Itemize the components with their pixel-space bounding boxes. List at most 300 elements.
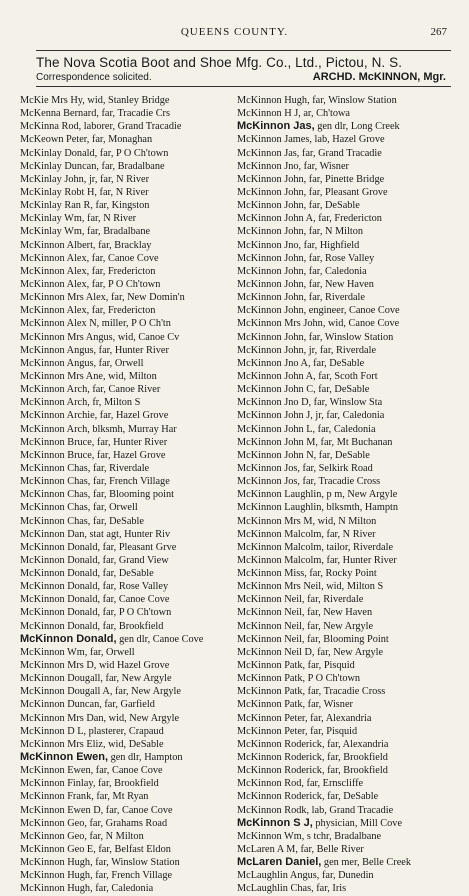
- entry-details: Duncan, far, Garfield: [64, 699, 155, 711]
- entry-details: Roderick, far, DeSable: [281, 791, 379, 803]
- entry-name: McKinnon: [20, 857, 65, 869]
- entry-details: John, far, Winslow Station: [281, 331, 394, 343]
- directory-entry: [20, 449, 235, 462]
- directory-entry: [237, 712, 452, 725]
- directory-entry: [20, 462, 235, 475]
- directory-entry: [20, 712, 235, 725]
- directory-entry: [237, 830, 452, 843]
- directory-entry: [20, 409, 235, 422]
- entry-name: McKinnon: [237, 265, 282, 277]
- directory-entry: [237, 225, 452, 238]
- directory-entry: [20, 817, 235, 830]
- entry-details: Arch, blksmh, Murray Har: [64, 423, 177, 435]
- directory-entry: [20, 764, 235, 777]
- directory-entry: [20, 843, 235, 856]
- directory-entry: [237, 528, 452, 541]
- directory-entry: [20, 186, 235, 199]
- entry-details: Wm, s tchr, Bradalbane: [281, 830, 382, 842]
- entry-details: Frank, far, Mt Ryan: [64, 791, 149, 803]
- entry-details: Chas, far, Orwell: [64, 502, 138, 514]
- entry-name: McKinnon: [237, 568, 282, 580]
- entry-details: Neil, far, Blooming Point: [281, 633, 389, 645]
- entry-details: Patk, far, Tracadie Cross: [281, 686, 386, 698]
- entry-details: Rod, far, Ernscliffe: [281, 778, 364, 790]
- entry-details: Alex, far, Fredericton: [64, 265, 156, 277]
- entry-details: John, far, N Milton: [281, 226, 364, 238]
- entry-name: McKinnon S J,: [237, 816, 313, 829]
- entry-name: McKinnon: [20, 804, 65, 816]
- entry-name: McKinnon: [20, 686, 65, 698]
- entry-name: McKinnon: [237, 804, 282, 816]
- entry-name: McKinnon: [20, 344, 65, 356]
- entry-details: Jno D, far, Winslow Sta: [281, 397, 383, 409]
- directory-entry: [20, 252, 235, 265]
- directory-entry: [20, 304, 235, 317]
- entry-details: gen dlr, Long Creek: [314, 121, 400, 133]
- directory-entry: [237, 817, 452, 830]
- entry-details: John, far, DeSable: [281, 200, 360, 212]
- entry-name: McKinnon: [237, 502, 282, 514]
- directory-entry: [237, 265, 452, 278]
- directory-entry: [237, 291, 452, 304]
- entry-name: McKinnon: [237, 436, 282, 448]
- entry-details: John A, far, Scoth Fort: [281, 370, 378, 382]
- advert-manager: ARCHD. McKINNON, Mgr.: [312, 71, 446, 83]
- entry-details: Jno, far, Wisner: [281, 160, 349, 172]
- entry-name: McKinnon: [237, 581, 282, 593]
- entry-name: McKinnon: [237, 620, 282, 632]
- entry-name: McKinna: [20, 121, 59, 133]
- entry-name: McKinnon: [20, 581, 65, 593]
- entry-details: Mrs Angus, wid, Canoe Cv: [64, 331, 180, 343]
- entry-details: John, far, Pleasant Grove: [281, 186, 388, 198]
- directory-entry: [237, 580, 452, 593]
- directory-entry: [237, 396, 452, 409]
- directory-entry: [237, 554, 452, 567]
- entry-details: Donald, far, Pleasant Grve: [64, 541, 177, 553]
- entry-name: McKinnon: [237, 200, 282, 212]
- directory-entry: [20, 882, 235, 895]
- entry-name: McKinnon: [20, 423, 65, 435]
- entry-details: Malcolm, tailor, Riverdale: [281, 541, 394, 553]
- entry-name: McLaughlin: [237, 883, 288, 895]
- entry-name: McKinnon: [20, 712, 65, 724]
- entry-name: McKinnon: [20, 357, 65, 369]
- entry-details: Hugh, far, French Village: [64, 870, 173, 882]
- entry-name: McKinnon: [237, 213, 282, 225]
- entry-details: Laughlin, blksmth, Hamptn: [281, 502, 399, 514]
- directory-entry: [237, 370, 452, 383]
- entry-details: Wm, far, Bradalbane: [61, 226, 151, 238]
- entry-name: McKinnon: [20, 489, 65, 501]
- directory-entry: [237, 843, 452, 856]
- entry-details: John, far, Rose Valley: [281, 252, 375, 264]
- entry-name: McKinnon: [20, 660, 65, 672]
- entry-name: McKinlay: [20, 173, 62, 185]
- entry-details: Wm, far, Orwell: [64, 646, 135, 658]
- entry-details: Mrs Ane, wid, Milton: [64, 370, 157, 382]
- entry-name: McKinnon: [237, 410, 282, 422]
- entry-name: McKinnon: [237, 489, 282, 501]
- directory-entry: [20, 107, 235, 120]
- entry-name: McKinnon: [237, 160, 282, 172]
- advert-bottom-rule: [36, 86, 451, 87]
- entry-name: McKinnon: [237, 357, 282, 369]
- entry-details: Chas, far, Riverdale: [64, 462, 150, 474]
- entry-details: Mrs Alex, far, New Domin'n: [64, 292, 185, 304]
- entry-name: McKinnon: [237, 738, 282, 750]
- entry-name: McKinnon: [237, 528, 282, 540]
- page-number: 267: [430, 26, 447, 38]
- entry-name: McKinnon: [20, 305, 65, 317]
- entry-name: McKinnon: [20, 397, 65, 409]
- entry-name: McKinnon: [237, 173, 282, 185]
- entry-details: Jno A, far, DeSable: [281, 357, 365, 369]
- directory-entry: [237, 593, 452, 606]
- directory-entry: [237, 409, 452, 422]
- directory-entry: [237, 685, 452, 698]
- entry-name: McKinnon: [20, 646, 65, 658]
- directory-entry: [20, 672, 235, 685]
- directory-entry: [237, 659, 452, 672]
- entry-name: McKinnon: [20, 252, 65, 264]
- entry-details: Dougall A, far, New Argyle: [64, 686, 181, 698]
- entry-name: McKinnon: [20, 502, 65, 514]
- directory-entry: [20, 436, 235, 449]
- entry-details: Finlay, far, Brookfield: [64, 778, 159, 790]
- directory-entry: [20, 856, 235, 869]
- directory-entry: [20, 239, 235, 252]
- directory-entry: [20, 646, 235, 659]
- entry-details: Peter, far, Alexandria: [281, 712, 372, 724]
- entry-name: McKeown: [20, 134, 64, 146]
- entry-name: McKinnon: [20, 292, 65, 304]
- entry-details: Ewen, far, Canoe Cove: [64, 765, 163, 777]
- directory-entry: [20, 357, 235, 370]
- entry-name: McKinlay: [20, 160, 62, 172]
- entry-details: Chas, far, Iris: [287, 883, 347, 895]
- entry-details: John C, far, DeSable: [281, 384, 370, 396]
- directory-entry: [237, 856, 452, 869]
- directory-entry: [237, 278, 452, 291]
- directory-entry: [20, 173, 235, 186]
- directory-entry: [237, 436, 452, 449]
- directory-entry: [20, 94, 235, 107]
- entry-name: McKinnon: [237, 476, 282, 488]
- directory-entry: [237, 199, 452, 212]
- advert-subtitle: Correspondence solicited.: [36, 72, 152, 83]
- directory-entry: [20, 725, 235, 738]
- entry-name: McKinnon: [237, 725, 282, 737]
- directory-entry: [237, 764, 452, 777]
- entry-details: Alex, far, P O Ch'town: [64, 278, 161, 290]
- entry-name: McKie: [20, 95, 49, 106]
- directory-entry: [237, 133, 452, 146]
- entry-details: Neil, far, New Haven: [281, 607, 373, 619]
- entry-name: McKinnon: [237, 712, 282, 724]
- directory-entry: [20, 278, 235, 291]
- entry-details: Mrs Dan, wid, New Argyle: [64, 712, 180, 724]
- entry-details: Peter, far, Monaghan: [63, 134, 153, 146]
- entry-name: McKinnon: [237, 765, 282, 777]
- entry-name: McKinnon: [237, 830, 282, 842]
- entry-name: McKinnon: [20, 778, 65, 790]
- directory-entry: [20, 133, 235, 146]
- right-column: [237, 94, 452, 896]
- directory-entry: [20, 554, 235, 567]
- directory-entry: [237, 317, 452, 330]
- directory-entry: [20, 790, 235, 803]
- entry-details: Ewen D, far, Canoe Cove: [64, 804, 173, 816]
- entry-name: McLaren: [237, 844, 275, 856]
- entry-details: Dougall, far, New Argyle: [64, 673, 172, 685]
- entry-details: Roderick, far, Brookfield: [281, 765, 388, 777]
- directory-entry: [20, 777, 235, 790]
- directory-entry: [237, 331, 452, 344]
- entry-details: Jos, far, Selkirk Road: [281, 462, 373, 474]
- entry-name: McKinlay: [20, 186, 62, 198]
- entry-details: John, far, New Haven: [281, 278, 374, 290]
- entry-name: McKinnon: [20, 528, 65, 540]
- directory-entry: [237, 869, 452, 882]
- running-header: QUEENS COUNTY.: [180, 26, 289, 38]
- entry-details: John N, far, DeSable: [281, 449, 370, 461]
- entry-name: McKinnon: [237, 252, 282, 264]
- directory-entry: [20, 475, 235, 488]
- entry-name: McKinnon: [237, 660, 282, 672]
- entry-name: McKinnon: [20, 476, 65, 488]
- entry-name: McKinnon: [237, 134, 282, 146]
- entry-name: McKinlay: [20, 147, 62, 159]
- directory-entry: [20, 685, 235, 698]
- directory-entry: [20, 370, 235, 383]
- entry-details: Peter, far, Pisquid: [281, 725, 358, 737]
- entry-details: Patk, far, Pisquid: [281, 660, 355, 672]
- entry-details: Geo E, far, Belfast Eldon: [64, 844, 171, 856]
- entry-details: Albert, far, Bracklay: [64, 239, 152, 251]
- entry-details: Bruce, far, Hunter River: [64, 436, 168, 448]
- directory-entry: [20, 541, 235, 554]
- entry-details: Angus, far, Hunter River: [64, 344, 169, 356]
- entry-name: McKinnon: [20, 699, 65, 711]
- directory-entry: [20, 423, 235, 436]
- directory-entry: [20, 199, 235, 212]
- directory-entry: [237, 449, 452, 462]
- entry-details: Angus, far, Orwell: [64, 357, 144, 369]
- entry-name: McKinnon: [20, 620, 65, 632]
- entry-details: Mrs M, wid, N Milton: [281, 515, 377, 527]
- entry-details: Hugh, far, Winslow Station: [281, 95, 397, 106]
- directory-entry: [237, 239, 452, 252]
- directory-entry: [237, 606, 452, 619]
- entry-name: McKinnon: [237, 462, 282, 474]
- entry-name: McKinnon: [237, 95, 282, 106]
- directory-entry: [237, 462, 452, 475]
- entry-name: McKinnon: [237, 147, 282, 159]
- entry-details: Hugh, far, Winslow Station: [64, 857, 180, 869]
- entry-name: McKinnon: [20, 515, 65, 527]
- entry-details: Miss, far, Rocky Point: [281, 568, 377, 580]
- directory-entry: [20, 488, 235, 501]
- directory-entry: [20, 580, 235, 593]
- entry-details: Laughlin, p m, New Argyle: [281, 489, 398, 501]
- directory-entry: [20, 567, 235, 580]
- entry-name: McKinnon: [20, 554, 65, 566]
- entry-details: Dan, stat agt, Hunter Riv: [64, 528, 171, 540]
- entry-details: John, jr, far, Riverdale: [281, 344, 377, 356]
- entry-details: James, lab, Hazel Grove: [281, 134, 385, 146]
- advert-title: The Nova Scotia Boot and Shoe Mfg. Co., Ltd., Pictou, N. S.: [36, 55, 403, 70]
- directory-entry: [237, 344, 452, 357]
- entry-name: McKinnon: [20, 607, 65, 619]
- entry-name: McKinnon: [20, 817, 65, 829]
- entry-name: McKinnon: [237, 633, 282, 645]
- entry-name: McKinnon: [237, 686, 282, 698]
- entry-name: McKinnon: [20, 239, 65, 251]
- entry-name: McKinnon: [237, 791, 282, 803]
- entry-details: Chas, far, DeSable: [64, 515, 144, 527]
- directory-entry: [20, 659, 235, 672]
- entry-name: McKinnon: [237, 673, 282, 685]
- entry-name: McKinnon: [20, 765, 65, 777]
- directory-entry: [20, 751, 235, 764]
- entry-details: Robt H, far, N River: [61, 186, 149, 198]
- directory-entry: [237, 790, 452, 803]
- entry-name: McKinnon: [237, 239, 282, 251]
- entry-name: McKinnon: [20, 791, 65, 803]
- directory-entry: [20, 331, 235, 344]
- directory-entry: [237, 475, 452, 488]
- advert-top-rule: [36, 50, 451, 51]
- entry-details: A M, far, Belle River: [274, 844, 364, 856]
- directory-entry: [20, 633, 235, 646]
- entry-details: John M, far, Mt Buchanan: [281, 436, 393, 448]
- directory-entry: [20, 344, 235, 357]
- entry-details: Alex N, miller, P O Ch'tn: [64, 318, 171, 330]
- entry-name: McKinnon: [237, 423, 282, 435]
- entry-name: McKinnon: [237, 594, 282, 606]
- directory-entry: [20, 830, 235, 843]
- entry-details: Bernard, far, Tracadie Crs: [60, 108, 170, 120]
- entry-name: McKinnon: [237, 370, 282, 382]
- entry-name: McKinlay: [20, 213, 62, 225]
- entry-name: McKinnon: [237, 646, 282, 658]
- entry-details: Mrs Hy, wid, Stanley Bridge: [48, 95, 170, 106]
- entry-details: Chas, far, Blooming point: [64, 489, 175, 501]
- entry-name: McLaughlin: [237, 870, 288, 882]
- entry-details: Mrs Neil, wid, Milton S: [281, 581, 384, 593]
- entry-name: McKinnon: [237, 108, 282, 120]
- directory-entry: [20, 606, 235, 619]
- entry-details: H J, ar, Ch'towa: [281, 108, 350, 120]
- entry-details: Jos, far, Tracadie Cross: [281, 476, 381, 488]
- entry-name: McKinnon: [237, 699, 282, 711]
- directory-entry: [237, 173, 452, 186]
- directory-entry: [237, 751, 452, 764]
- entry-details: Mrs D, wid Hazel Grove: [64, 660, 170, 672]
- entry-details: Bruce, far, Hazel Grove: [64, 449, 166, 461]
- entry-details: Hugh, far, Caledonia: [64, 883, 154, 895]
- entry-details: Malcolm, far, Hunter River: [281, 554, 397, 566]
- directory-entry: [237, 357, 452, 370]
- directory-entry: [237, 186, 452, 199]
- entry-name: McKinnon: [20, 384, 65, 396]
- entry-details: John A, far, Fredericton: [281, 213, 382, 225]
- directory-entry: [237, 120, 452, 133]
- directory-entry: [237, 541, 452, 554]
- entry-details: Geo, far, N Milton: [64, 830, 144, 842]
- entry-name: McKinnon: [20, 568, 65, 580]
- entry-name: McKinnon: [20, 725, 65, 737]
- entry-name: McKinnon: [237, 752, 282, 764]
- entry-details: John, engineer, Canoe Cove: [281, 305, 400, 317]
- entry-details: gen dlr, Hampton: [108, 752, 183, 764]
- entry-details: Donald, far, Brookfield: [64, 620, 164, 632]
- entry-name: McKinnon: [20, 844, 65, 856]
- entry-details: Malcolm, far, N River: [281, 528, 376, 540]
- directory-entry: [237, 515, 452, 528]
- entry-details: Donald, far, P O Ch'town: [61, 147, 169, 159]
- directory-entry: [237, 620, 452, 633]
- entry-name: McKinnon: [20, 278, 65, 290]
- directory-entry: [20, 225, 235, 238]
- left-column: [20, 94, 235, 896]
- entry-details: John, far, Pinette Bridge: [281, 173, 385, 185]
- entry-details: Patk, P O Ch'town: [281, 673, 361, 685]
- entry-name: McKinnon: [20, 830, 65, 842]
- entry-name: McKinnon: [237, 384, 282, 396]
- entry-details: Mrs John, wid, Canoe Cove: [281, 318, 400, 330]
- entry-details: Arch, far, Canoe River: [64, 384, 161, 396]
- entry-name: McKinnon Ewen,: [20, 751, 108, 764]
- directory-entry: [237, 882, 452, 895]
- directory-entry: [237, 633, 452, 646]
- directory-entry: [20, 317, 235, 330]
- directory-entry: [237, 698, 452, 711]
- entry-name: McKinnon: [237, 226, 282, 238]
- entry-details: gen dlr, Canoe Cove: [116, 633, 204, 645]
- directory-entry: [237, 725, 452, 738]
- directory-entry: [20, 501, 235, 514]
- entry-name: McKinnon: [20, 449, 65, 461]
- entry-details: Donald, far, DeSable: [64, 568, 154, 580]
- entry-name: McKinnon: [237, 397, 282, 409]
- entry-name: McKinnon: [237, 541, 282, 553]
- directory-entry: [237, 212, 452, 225]
- entry-name: McKinnon: [237, 449, 282, 461]
- entry-details: gen mer, Belle Creek: [321, 857, 412, 869]
- entry-details: Roderick, far, Alexandria: [281, 738, 389, 750]
- entry-details: John L, far, Caledonia: [281, 423, 376, 435]
- directory-entry: [20, 396, 235, 409]
- directory-entry: [237, 738, 452, 751]
- entry-name: McKinnon: [237, 607, 282, 619]
- entry-name: McKinnon: [237, 292, 282, 304]
- entry-details: D L, plasterer, Crapaud: [64, 725, 164, 737]
- entry-name: McKinnon: [237, 515, 282, 527]
- entry-name: McKinlay: [20, 200, 62, 212]
- entry-details: Archie, far, Hazel Grove: [64, 410, 169, 422]
- entry-details: physician, Mill Cove: [312, 817, 403, 829]
- entry-details: Geo, far, Grahams Road: [64, 817, 168, 829]
- entry-details: Neil, far, New Argyle: [281, 620, 374, 632]
- entry-name: McKinlay: [20, 226, 62, 238]
- entry-details: Jno, far, Highfield: [281, 239, 360, 251]
- entry-name: McLaren Daniel,: [237, 856, 322, 869]
- directory-entry: [237, 501, 452, 514]
- entry-name: McKinnon: [20, 870, 65, 882]
- entry-details: Mrs Eliz, wid, DeSable: [64, 738, 164, 750]
